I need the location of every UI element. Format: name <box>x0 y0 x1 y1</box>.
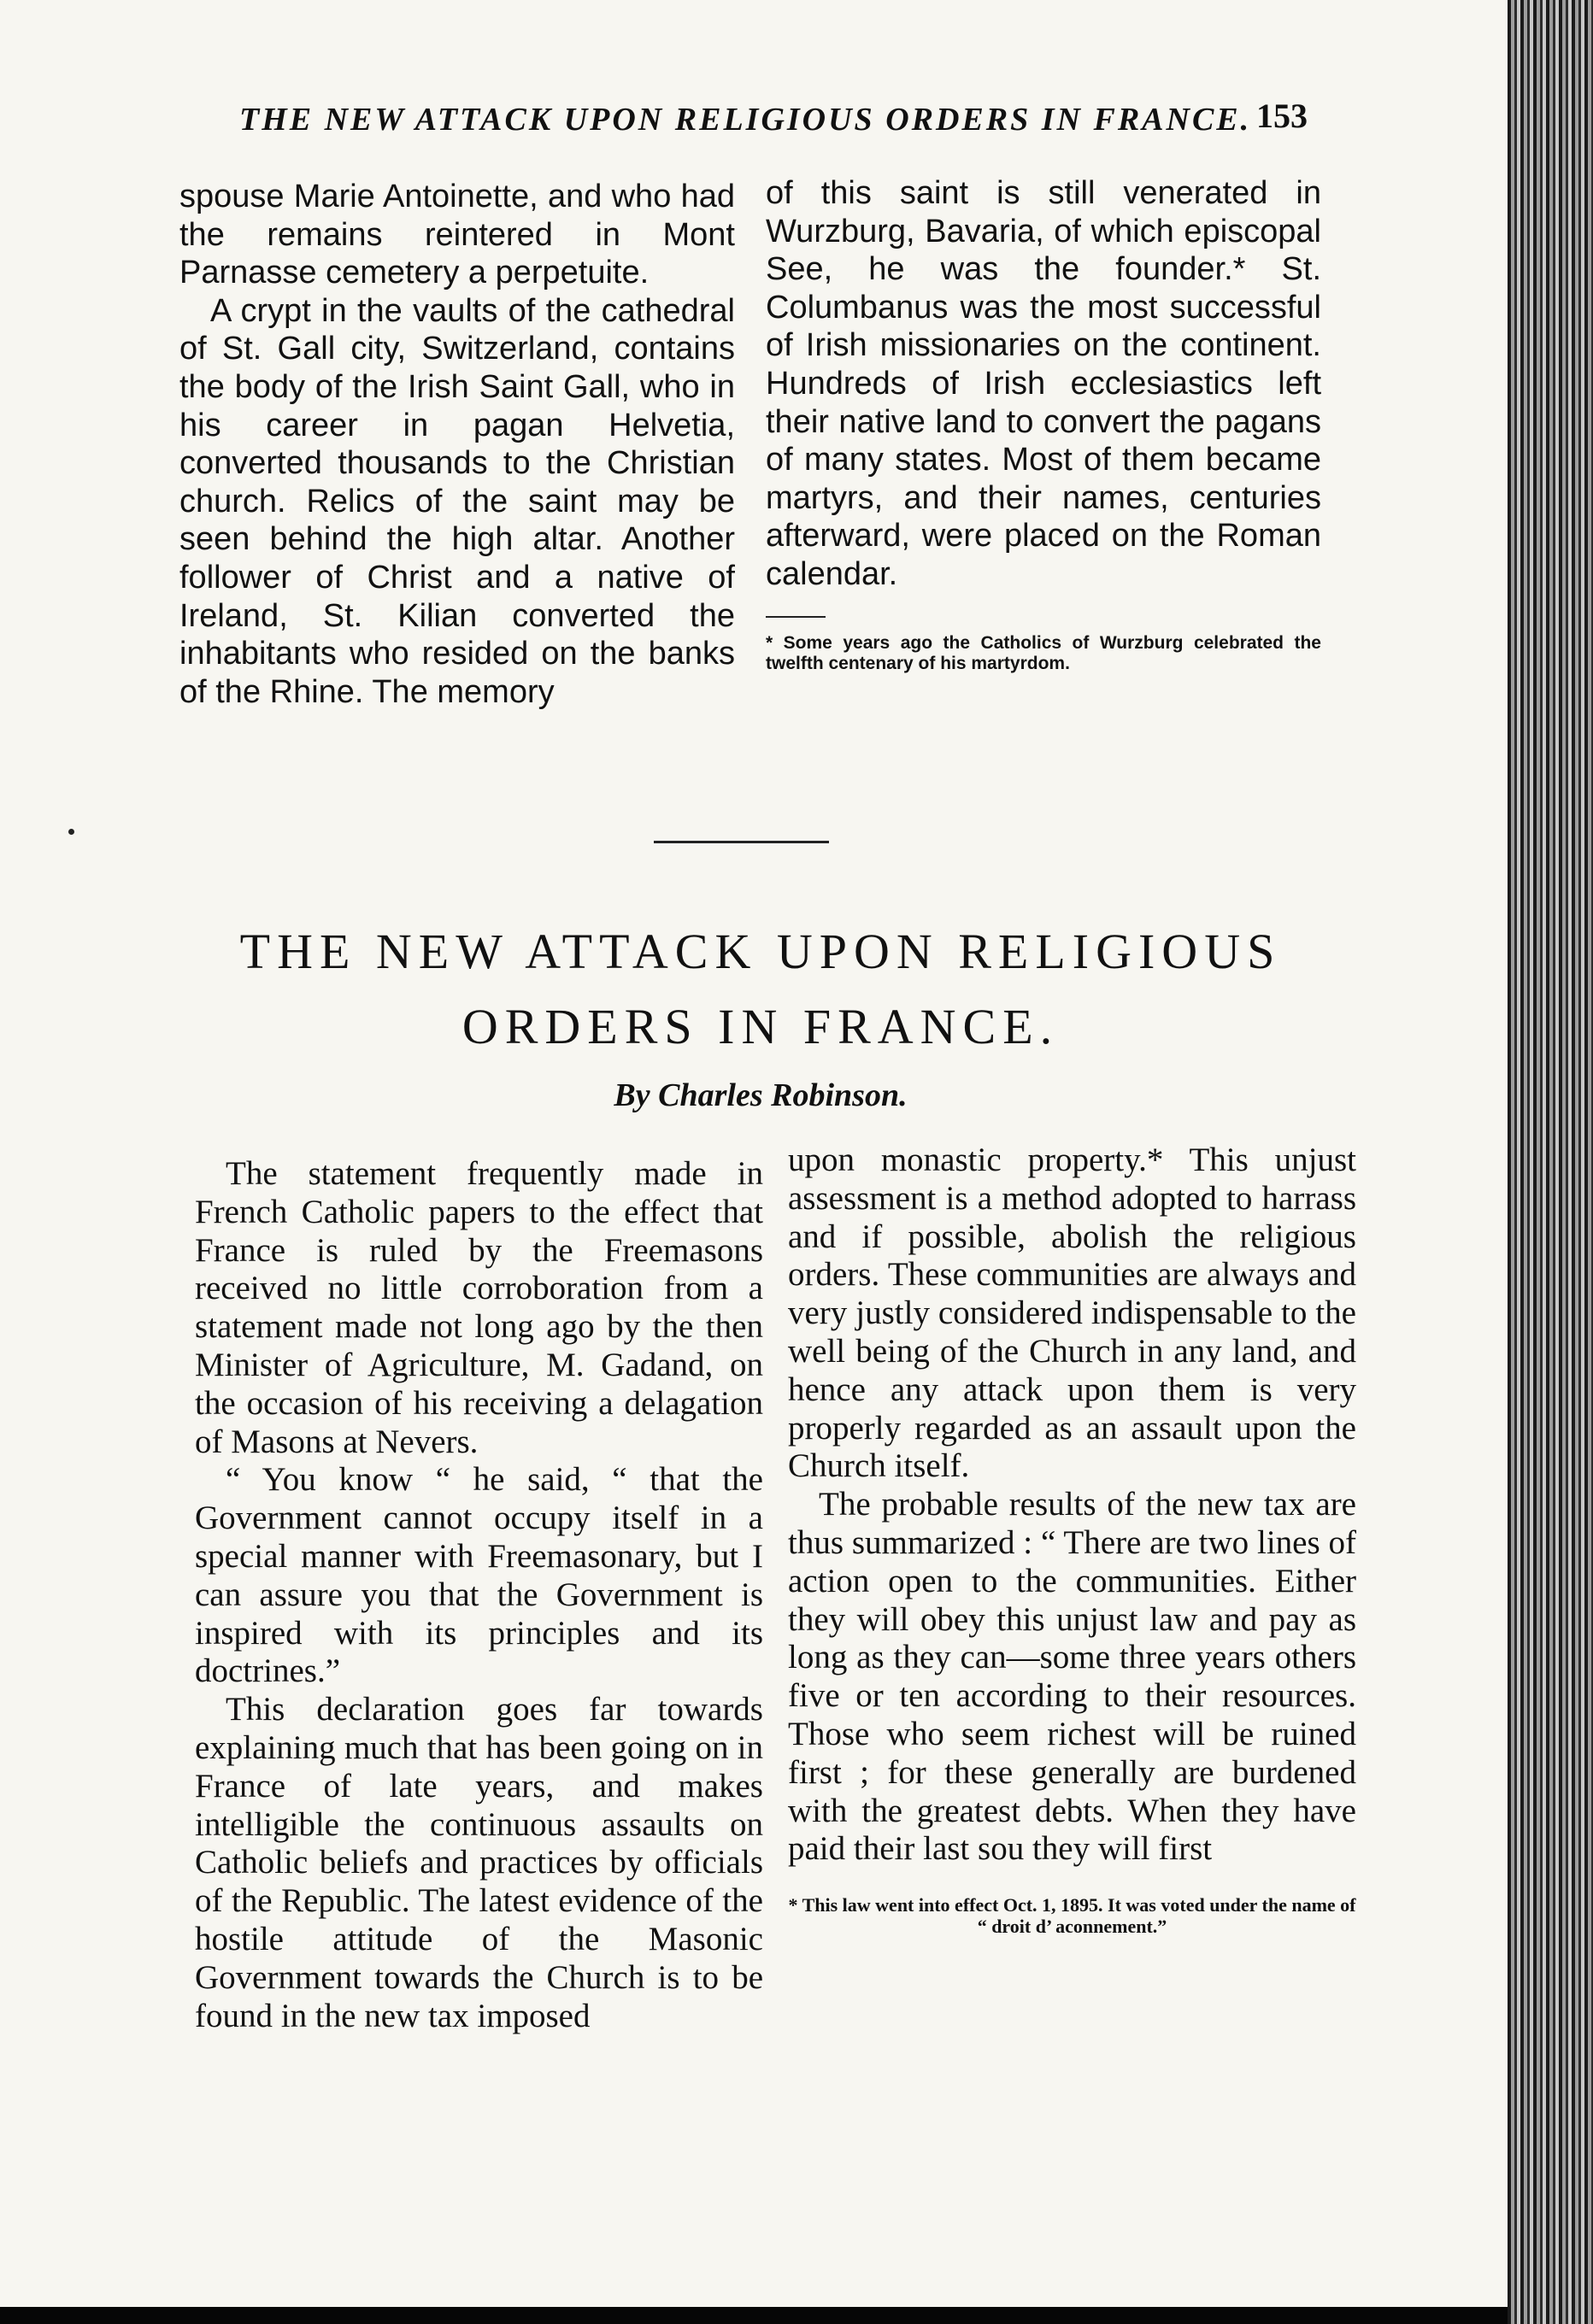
footnote: * This law went into effect Oct. 1, 1895. It was voted under the name of “ droit d’ aconnement.” <box>788 1894 1356 1938</box>
paragraph: spouse Marie Antoinette, and who had the remains reintered in Mont Parnasse cemetery a perpetuite. <box>179 179 735 291</box>
paragraph: upon monastic property.* This unjust assessment is a method adopted to harrass and if possible, abolish the religious orders. These communities are always and very justly considered indispensable to the well being of the Church in any land, and hence any attack upon them is very properly regarded as an assault upon the Church itself. <box>788 1141 1356 1485</box>
book-spine-edge <box>1508 0 1593 2324</box>
byline: By Charles Robinson. <box>614 1077 908 1113</box>
previous-article-left-column <box>179 178 735 711</box>
section-divider <box>654 841 829 843</box>
footnote: * Some years ago the Catholics of Wurzburg celebrated the twelfth centenary of his martyrdom. <box>766 632 1321 673</box>
footnote-rule <box>766 616 826 618</box>
previous-article-right-column <box>766 174 1321 674</box>
paragraph: “ You know “ he said, “ that the Government cannot occupy itself in a special manner with Freemasonary, but I can assure you that the Government is inspired with its principles and its doctrines.” <box>195 1461 763 1690</box>
article-right-column <box>788 1141 1356 1937</box>
running-title: THE NEW ATTACK UPON RELIGIOUS ORDERS IN FRANCE. <box>239 102 1252 138</box>
title-line-2: ORDERS IN FRANCE. <box>461 999 1060 1054</box>
title-line-1: THE NEW ATTACK UPON RELIGIOUS <box>239 924 1282 979</box>
paragraph: The probable results of the new tax are thus summarized : “ There are two lines of action open to the communities. Either they will obey this unjust law and pay as long as they can—some three years others five or ten according to their resources. Those who seem richest will be ruined first ; for these generally are burdened with the greatest debts. When they have paid their last sou they will first <box>788 1486 1356 1868</box>
page-number: 153 <box>1256 97 1308 135</box>
stray-mark <box>68 829 74 835</box>
paragraph: of this saint is still venerated in Wurzburg, Bavaria, of which episcopal See, he was the founder.* St. Columbanus was the most successful of Irish missionaries on the continent. Hundreds of Irish ecclesiastics left their native land to convert the pagans of many states. Most of them became martyrs, and their names, centuries afterward, were placed on the Roman calendar. <box>766 175 1321 592</box>
article-left-column <box>195 1155 763 2035</box>
paragraph: The statement frequently made in French Catholic papers to the effect that France is ruled by the Freemasons received no little corroboration from a statement made not long ago by the then Minister of Agriculture, M. Gadand, on the occasion of his receiving a delagation of Masons at Nevers. <box>195 1155 763 1460</box>
paragraph: This declaration goes far towards explaining much that has been going on in France of late years, and makes intelligible the continuous assaults on Catholic beliefs and practices by officials of the Republic. The latest evidence of the hostile attitude of the Masonic Government towards the Church is to be found in the new tax imposed <box>195 1691 763 2034</box>
paragraph: A crypt in the vaults of the cathedral of St. Gall city, Switzerland, contains the body of the Irish Saint Gall, who in his career in pagan Helvetia, converted thousands to the Christian church. Relics of the saint may be seen behind the high altar. Another follower of Christ and a native of Ireland, St. Kilian converted the inhabitants who resided on the banks of the Rhine. The memory <box>179 292 735 710</box>
article-title <box>205 914 1316 1065</box>
